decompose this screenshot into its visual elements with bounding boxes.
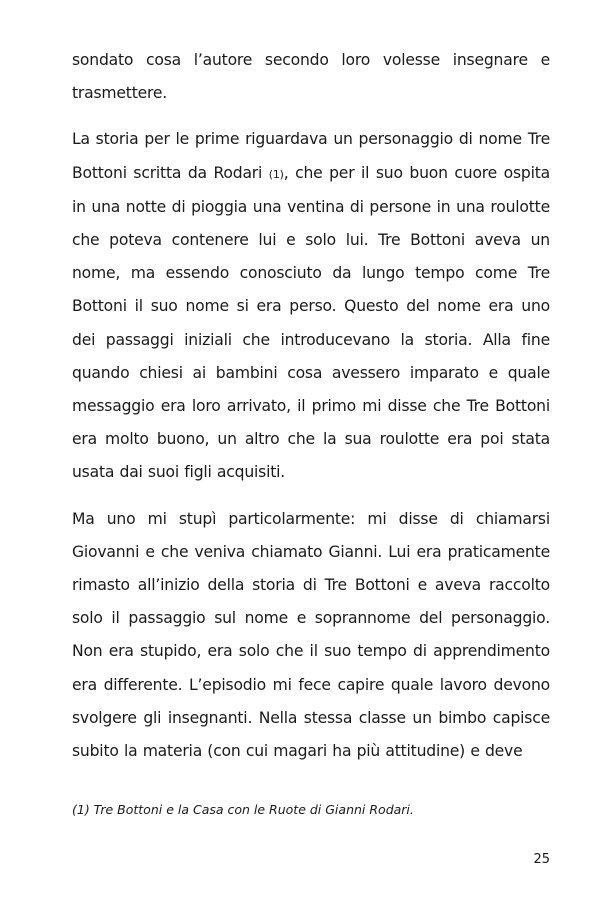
footnote-reference: (1) (268, 167, 284, 181)
page-body (72, 44, 550, 768)
page-number: 25 (533, 852, 550, 867)
footnote: (1) Tre Bottoni e la Casa con le Ruote di Gianni Rodari. (72, 802, 414, 817)
paragraph-1: sondato cosa l’autore secondo loro volesse insegnare e trasmettere. (72, 51, 550, 103)
paragraph-2 (72, 123, 550, 489)
paragraph-2-text-start: La storia per le prime riguardava un personaggio di nome Tre Bottoni scritta da Rodari (72, 130, 550, 182)
paragraph-2-text-end: , che per il suo buon cuore ospita in una notte di pioggia una ventina di persone in una roulotte che poteva contenere lui e solo lui. Tre Bottoni aveva un nome, ma essendo conosciuto da lungo tempo come Tre Bottoni il suo nome si era perso. Questo del nome era uno dei passaggi iniziali che introducevano la storia. Alla fine quando chiesi ai bambini cosa avessero imparato e quale messaggio era loro arrivato, il primo mi disse che Tre Bottoni era molto buono, un altro che la sua roulotte era poi stata usata dai suoi figli acquisiti. (72, 163, 550, 482)
paragraph-3: Ma uno mi stupì particolarmente: mi disse di chiamarsi Giovanni e che veniva chiamato Gianni. Lui era praticamente rimasto all’inizio della storia di Tre Bottoni e aveva raccolto solo il passaggio sul nome e soprannome del personaggio. Non era stupido, era solo che il suo tempo di apprendimento era differente. L’episodio mi fece capire quale lavoro devono svolgere gli insegnanti. Nella stessa classe un bimbo capisce subito la materia (con cui magari ha più attitudine) e deve (72, 509, 550, 761)
